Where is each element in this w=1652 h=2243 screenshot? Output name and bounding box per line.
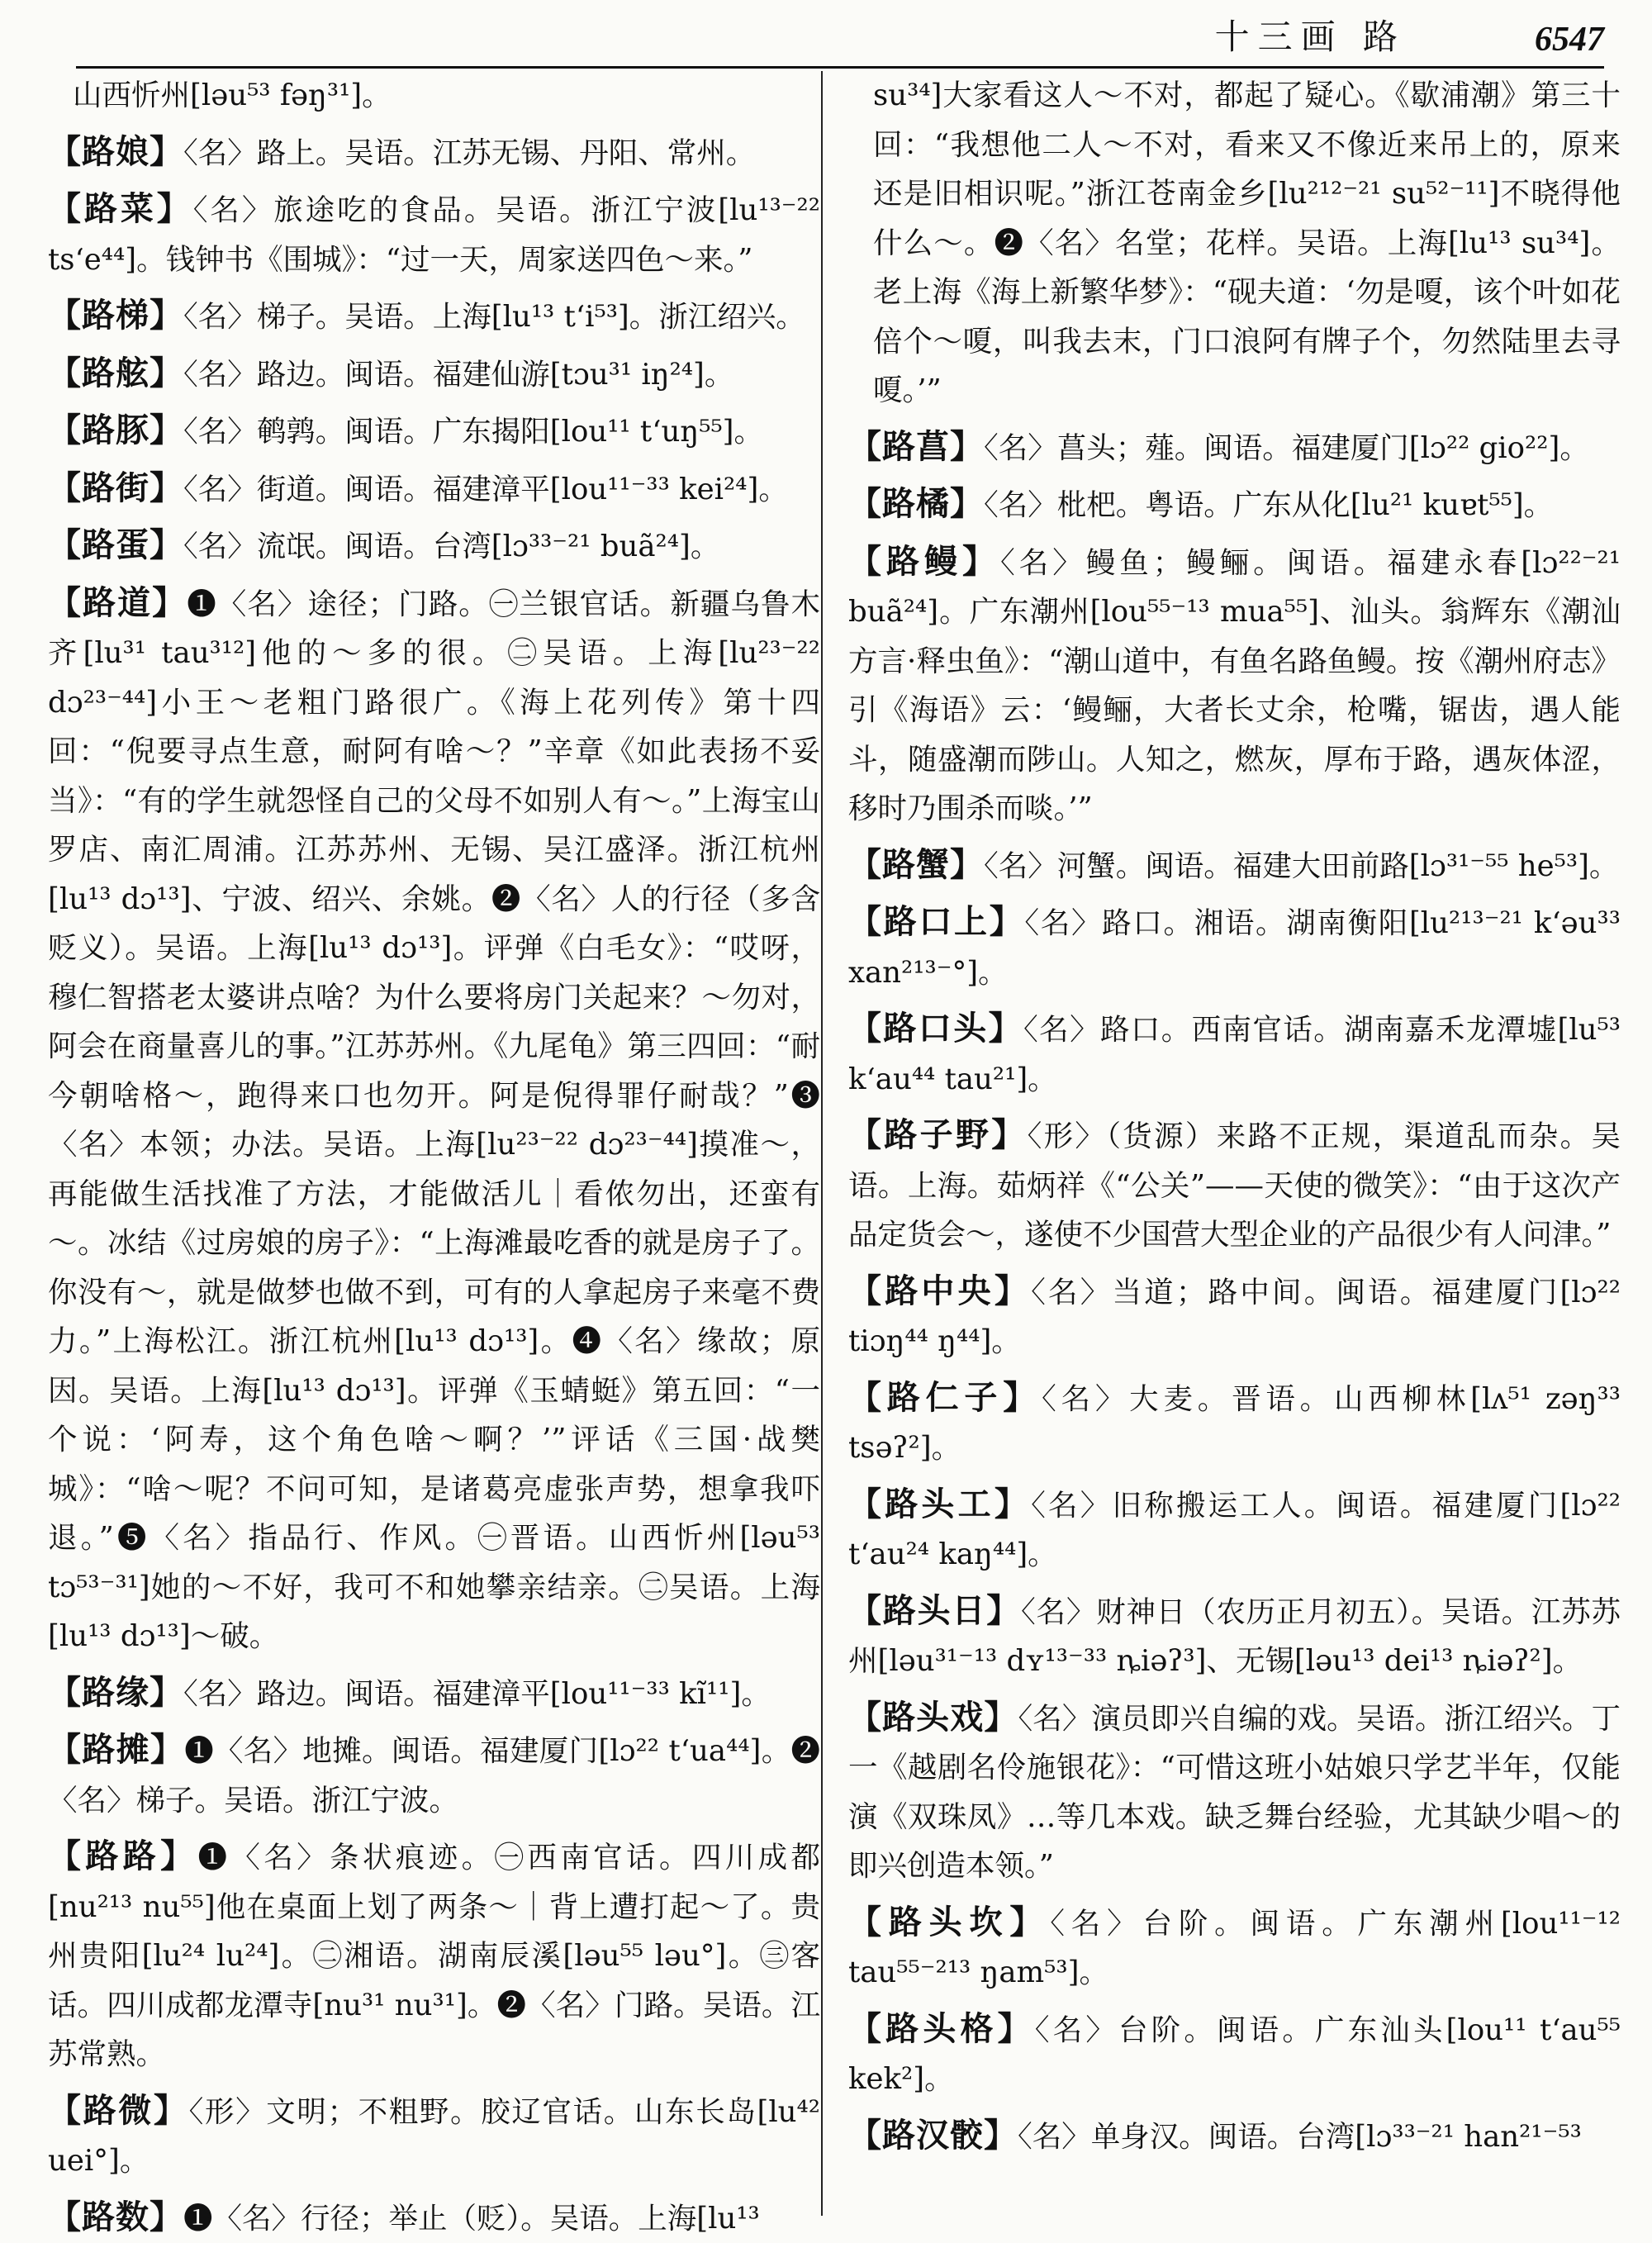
entry-definition: 〈名〉街道。闽语。福建漳平[lou¹¹⁻³³ kei²⁴]。 <box>183 473 788 506</box>
dictionary-entry <box>848 1373 1621 1473</box>
entry-definition: 〈名〉路上。吴语。江苏无锡、丹阳、常州。 <box>183 136 755 170</box>
dictionary-entry <box>848 840 1621 891</box>
entry-headword: 【路梯】 <box>48 296 183 335</box>
entry-headword: 【路缘】 <box>48 1673 183 1712</box>
entry-headword: 【路头格】 <box>848 2009 1035 2048</box>
entry-headword: 【路摊】 <box>48 1730 184 1769</box>
entry-definition: 山西忻州[ləu⁵³ fəŋ³¹]。 <box>73 78 392 112</box>
entry-definition: 〈名〉单身汉。闽语。台湾[lɔ³³⁻²¹ han²¹⁻⁵³ <box>1018 2120 1582 2154</box>
left-column <box>48 71 820 2243</box>
entry-headword: 【路道】 <box>48 583 187 622</box>
entry-definition: 〈名〉旧称搬运工人。闽语。福建厦门[lɔ²² tʻau²⁴ kaŋ⁴⁴]。 <box>848 1489 1621 1572</box>
entry-definition: 〈形〉文明；不粗野。胶辽官话。山东长岛[lu⁴² uei°]。 <box>48 2095 820 2179</box>
entry-definition: 〈名〉大麦。晋语。山西柳林[lʌ⁵¹ zəŋ³³ tsəʔ²]。 <box>848 1382 1621 1466</box>
entry-headword: 【路舷】 <box>48 354 183 392</box>
page-title: 十三画 路 <box>1215 10 1406 59</box>
dictionary-entry <box>848 1266 1621 1366</box>
entry-headword: 【路菖】 <box>848 427 984 466</box>
entry-definition: 〈名〉当道；路中间。闽语。福建厦门[lɔ²² tiɔŋ⁴⁴ ŋ⁴⁴]。 <box>848 1276 1621 1359</box>
dictionary-entry <box>48 520 820 572</box>
dictionary-entry <box>848 1480 1621 1580</box>
dictionary-entry <box>848 1898 1621 1998</box>
entry-headword: 【路头坎】 <box>848 1903 1050 1941</box>
entry-definition: 〈名〉路口。湘语。湖南衡阳[lu²¹³⁻²¹ kʻəu³³ xan²¹³⁻°]。 <box>848 906 1621 990</box>
dictionary-entry <box>48 71 820 121</box>
entry-headword: 【路子野】 <box>848 1115 1028 1154</box>
entry-definition: su³⁴]大家看这人～不对，都起了疑心。《歇浦潮》第三十回：“我想他二人～不对，看来又不像近来吊上的，原来还是旧相识呢。”浙江苍南金乡[lu²¹²⁻²¹ su⁵²⁻¹¹]不晓得他什么～。❷〈名〉名堂；花样。吴语。上海[lu¹³ su³⁴]。老上海《海上新繁华梦》：“砚夫道：‘勿是嗄，该个叶如花倍个～嗄，叫我去末，门口浪阿有牌子个，勿然陆里去寻嗄。’” <box>873 78 1621 407</box>
entry-headword: 【路口头】 <box>848 1009 1023 1048</box>
entry-definition: 〈名〉路边。闽语。福建漳平[lou¹¹⁻³³ kĩ¹¹]。 <box>183 1677 771 1711</box>
entry-definition: 〈形〉（货源）来路不正规，渠道乱而杂。吴语。上海。茹炳祥《“公关”——天使的微笑》：“由于这次产品定货会～，遂使不少国营大型企业的产品很少有人问津。” <box>848 1119 1621 1252</box>
entry-headword: 【路橘】 <box>848 484 984 523</box>
dictionary-entry <box>48 184 820 284</box>
entry-definition: 〈名〉菖头；薤。闽语。福建厦门[lɔ²² gio²²]。 <box>984 431 1589 465</box>
entry-headword: 【路鳗】 <box>848 542 1000 581</box>
entry-definition: 〈名〉梯子。吴语。上海[lu¹³ tʻi⁵³]。浙江绍兴。 <box>183 300 805 334</box>
dictionary-entry <box>48 578 820 1661</box>
entry-definition: ❶〈名〉途径；门路。㊀兰银官话。新疆乌鲁木齐[lu³¹ tau³¹²]他的～多的很。㊁吴语。上海[lu²³⁻²² dɔ²³⁻⁴⁴]小王～老粗门路很广。《海上花列传》第十四回：“倪要寻点生意，耐阿有啥～？”辛章《如此表扬不妥当》：“有的学生就怨怪自己的父母不如别人有～。”上海宝山罗店、南汇周浦。江苏苏州、无锡、吴江盛泽。浙江杭州[lu¹³ dɔ¹³]、宁波、绍兴、余姚。❷〈名〉人的行径（多含贬义）。吴语。上海[lu¹³ dɔ¹³]。评弹《白毛女》：“哎呀，穆仁智搭老太婆讲点啥？为什么要将房门关起来？～勿对，阿会在商量喜儿的事。”江苏苏州。《九尾龟》第三四回：“耐今朝啥格～，跑得来口也勿开。阿是倪得罪仔耐哉？”❸〈名〉本领；办法。吴语。上海[lu²³⁻²² dɔ²³⁻⁴⁴]摸准～，再能做生活找准了方法，才能做活儿｜看侬勿出，还蛮有～。冰结《过房娘的房子》：“上海滩最吃香的就是房子了。你没有～，就是做梦也做不到，可有的人拿起房子来毫不费力。”上海松江。浙江杭州[lu¹³ dɔ¹³]。❹〈名〉缘故；原因。吴语。上海[lu¹³ dɔ¹³]。评弹《玉蜻蜓》第五回：“一个说：‘阿寿，这个角色啥～啊？’”评话《三国·战樊城》：“啥～呢？不问可知，是诸葛亮虚张声势，想拿我吓退。”❺〈名〉指品行、作风。㊀晋语。山西忻州[ləu⁵³ tɔ⁵³⁻³¹]她的～不好，我可不和她攀亲结亲。㊁吴语。上海[lu¹³ dɔ¹³]～破。 <box>48 587 820 1654</box>
entry-headword: 【路微】 <box>48 2091 189 2130</box>
dictionary-entry <box>848 479 1621 530</box>
dictionary-entry <box>848 1110 1621 1260</box>
dictionary-entry <box>848 537 1621 834</box>
dictionary-entry <box>848 897 1621 997</box>
dictionary-entry <box>48 463 820 515</box>
entry-definition: 〈名〉财神日（农历正月初五）。吴语。江苏苏州[ləu³¹⁻¹³ dʏ¹³⁻³³ ȵiəʔ³]、无锡[ləu¹³ dei¹³ ȵiəʔ²]。 <box>848 1595 1621 1679</box>
entry-definition: 〈名〉流氓。闽语。台湾[lɔ³³⁻²¹ buã²⁴]。 <box>183 530 719 563</box>
entry-headword: 【路数】 <box>48 2198 183 2236</box>
entry-definition: 〈名〉鹌鹑。闽语。广东揭阳[lou¹¹ tʻuŋ⁵⁵]。 <box>183 415 763 449</box>
entry-definition: 〈名〉台阶。闽语。广东潮州[lou¹¹⁻¹² tau⁵⁵⁻²¹³ ŋam⁵³]。 <box>848 1907 1621 1990</box>
entry-headword: 【路头日】 <box>848 1591 1021 1630</box>
right-column <box>848 71 1621 2161</box>
dictionary-entry <box>48 349 820 400</box>
entry-definition: 〈名〉台阶。闽语。广东汕头[lou¹¹ tʻau⁵⁵ kek²]。 <box>848 2013 1621 2097</box>
entry-definition: ❶〈名〉行径；举止（贬）。吴语。上海[lu¹³ <box>183 2202 760 2236</box>
entry-headword: 【路头戏】 <box>848 1698 1018 1737</box>
dictionary-entry <box>48 291 820 342</box>
entry-headword: 【路街】 <box>48 468 183 507</box>
dictionary-entry <box>848 71 1621 416</box>
page-header <box>76 15 1604 69</box>
entry-headword: 【路头工】 <box>848 1485 1031 1523</box>
entry-definition: ❶〈名〉地摊。闽语。福建厦门[lɔ²² tʻua⁴⁴]。❷〈名〉梯子。吴语。浙江宁波。 <box>48 1734 820 1818</box>
entry-headword: 【路中央】 <box>848 1271 1031 1310</box>
dictionary-entry <box>848 1693 1621 1891</box>
entry-headword: 【路蛋】 <box>48 525 183 564</box>
entry-definition: 〈名〉鳗鱼；鳗鲡。闽语。福建永春[lɔ²²⁻²¹ buã²⁴]。广东潮州[lou⁵⁵⁻¹³ mua⁵⁵]、汕头。翁辉东《潮汕方言·释虫鱼》：“潮山道中，有鱼名路鱼鳗。按《潮州府志》引《海语》云：‘鳗鲡，大者长丈余，枪嘴，锯齿，遇人能斗，随盛潮而陟山。人知之，燃灰，厚布于路，遇灰体涩，移时乃围杀而啖。’” <box>848 546 1621 826</box>
dictionary-entry <box>48 406 820 457</box>
column-divider <box>821 71 823 2216</box>
entry-definition: 〈名〉路口。西南官话。湖南嘉禾龙潭墟[lu⁵³ kʻau⁴⁴ tau²¹]。 <box>848 1013 1621 1096</box>
dictionary-entry <box>48 1832 820 2079</box>
entry-headword: 【路菜】 <box>48 189 193 228</box>
page-number: 6547 <box>1535 20 1604 59</box>
dictionary-entry <box>848 1586 1621 1686</box>
entry-definition: 〈名〉河蟹。闽语。福建大田前路[lɔ³¹⁻⁵⁵ he⁵³]。 <box>984 849 1618 883</box>
entry-headword: 【路蟹】 <box>848 845 984 884</box>
entry-definition: 〈名〉旅途吃的食品。吴语。浙江宁波[lu¹³⁻²² tsʻe⁴⁴]。钱钟书《围城》：“过一天，周家送四色～来。” <box>48 193 820 277</box>
entry-headword: 【路路】 <box>48 1837 198 1875</box>
entry-headword: 【路汉骹】 <box>848 2116 1018 2155</box>
dictionary-entry <box>48 127 820 178</box>
entry-definition: 〈名〉演员即兴自编的戏。吴语。浙江绍兴。丁一《越剧名伶施银花》：“可惜这班小姑娘只学艺半年，仅能演《双珠凤》…等几本戏。缺乏舞台经验，尤其缺少唱～的即兴创造本领。” <box>848 1702 1621 1884</box>
dictionary-entry <box>848 1004 1621 1104</box>
entry-headword: 【路口上】 <box>848 902 1024 941</box>
dictionary-entry <box>848 2111 1621 2162</box>
dictionary-entry <box>48 1725 820 1825</box>
entry-definition: 〈名〉路边。闽语。福建仙游[tɔu³¹ iŋ²⁴]。 <box>183 358 733 392</box>
dictionary-entry <box>48 2086 820 2186</box>
dictionary-entry <box>48 2193 820 2243</box>
entry-definition: 〈名〉枇杷。粤语。广东从化[lu²¹ kuɐt⁵⁵]。 <box>984 488 1553 522</box>
dictionary-entry <box>848 422 1621 473</box>
dictionary-entry <box>848 2004 1621 2104</box>
entry-headword: 【路娘】 <box>48 132 183 171</box>
entry-headword: 【路豚】 <box>48 411 183 449</box>
dictionary-entry <box>48 1668 820 1719</box>
entry-headword: 【路仁子】 <box>848 1378 1042 1417</box>
entry-definition: ❶〈名〉条状痕迹。㊀西南官话。四川成都[nu²¹³ nu⁵⁵]他在桌面上划了两条～｜背上遭打起～了。贵州贵阳[lu²⁴ lu²⁴]。㊁湘语。湖南辰溪[ləu⁵⁵ ləu°]。㊂客话。四川成都龙潭寺[nu³¹ nu³¹]。❷〈名〉门路。吴语。江苏常熟。 <box>48 1841 820 2071</box>
